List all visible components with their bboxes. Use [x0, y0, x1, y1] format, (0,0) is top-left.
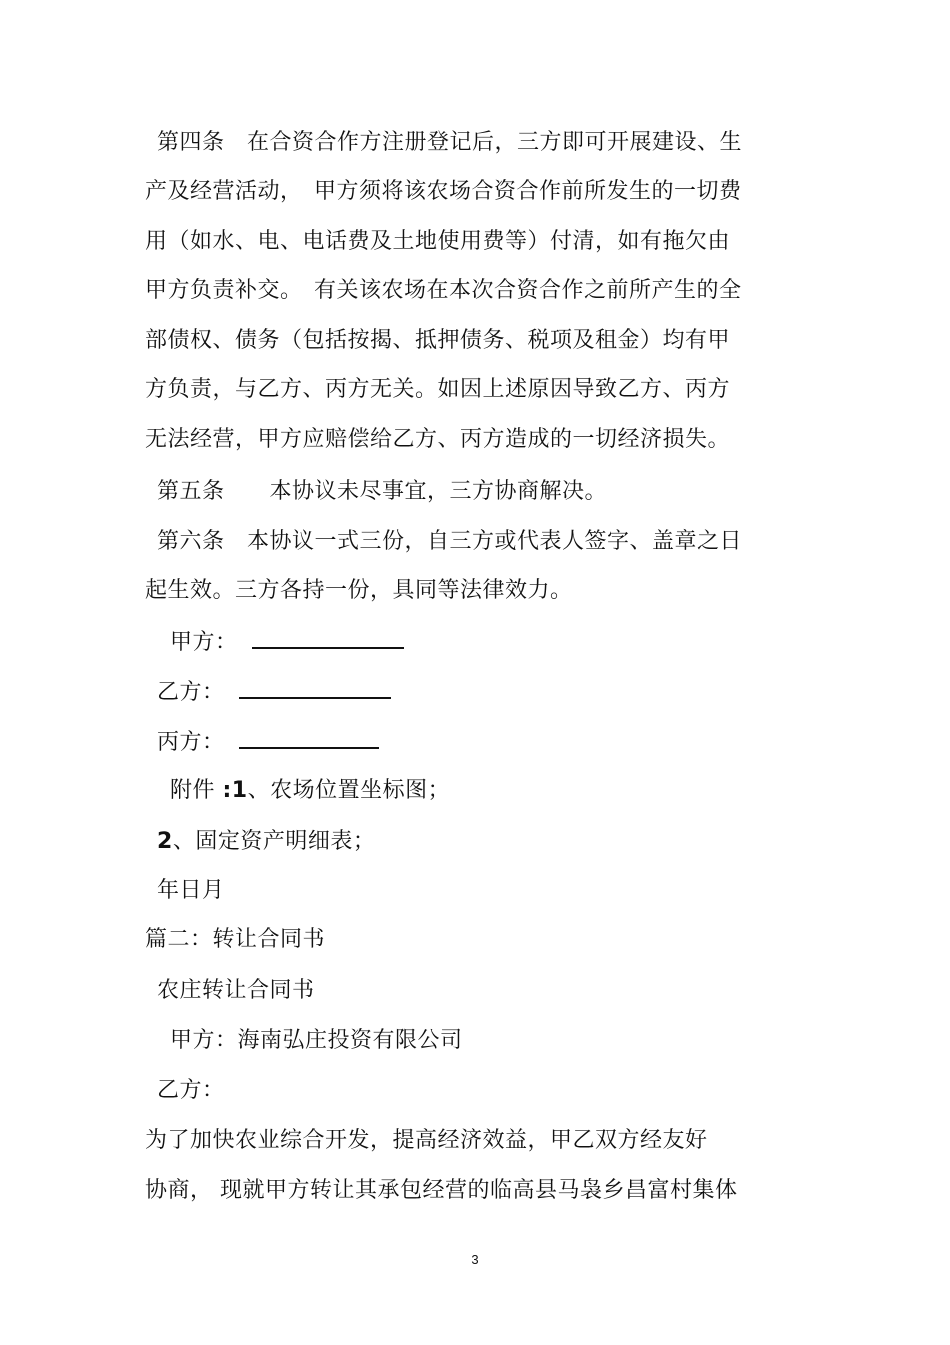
article5: 第五条 本协议未尽事宜，三方协商解决。 [157, 479, 608, 504]
article4-line-1: 第四条 在合资合作方注册登记后，三方即可开展建设、生 [157, 130, 743, 155]
page-number: 3 [471, 1252, 479, 1267]
article4-line-4: 甲方负责补交。 有关该农场在本次合资合作之前所产生的全 [145, 278, 742, 303]
attachment-item2-text: 、固定资产明细表； [172, 829, 376, 854]
date-line: 年日月 [157, 878, 225, 903]
section2-party-b: 乙方： [157, 1078, 225, 1103]
signature-party-c-blank [239, 727, 379, 749]
signature-party-c [157, 727, 379, 758]
article4-line-6: 方负责，与乙方、丙方无关。如因上述原因导致乙方、丙方 [145, 377, 731, 402]
section2-body-line-1: 为了加快农业综合开发，提高经济效益，甲乙双方经友好 [145, 1128, 708, 1153]
article6-line-1: 第六条 本协议一式三份，自三方或代表人签字、盖章之日 [157, 529, 743, 554]
section2-heading: 篇二：转让合同书 [145, 927, 326, 952]
article4-line-2: 产及经营活动， 甲方须将该农场合资合作前所发生的一切费 [145, 179, 742, 204]
attachment-line-2 [157, 827, 375, 857]
attachment-item1-number: :1 [222, 778, 248, 803]
section2-party-a: 甲方：海南弘庄投资有限公司 [170, 1028, 463, 1053]
attachment-item1-text: 、农场位置坐标图； [247, 778, 451, 803]
section2-title: 农庄转让合同书 [157, 978, 315, 1003]
signature-party-a-blank [252, 627, 404, 649]
signature-party-a-label: 甲方： [170, 630, 238, 655]
section2-body-line-2: 协商， 现就甲方转让其承包经营的临高县马袅乡昌富村集体 [145, 1178, 738, 1203]
signature-party-b-label: 乙方： [157, 680, 225, 705]
article4-line-3: 用（如水、电、电话费及土地使用费等）付清，如有拖欠由 [145, 229, 731, 254]
signature-party-b-blank [239, 677, 391, 699]
signature-party-a [170, 627, 404, 658]
article4-line-5: 部债权、债务（包括按揭、抵押债务、税项及租金）均有甲 [145, 328, 731, 353]
signature-party-b [157, 677, 391, 708]
attachment-line-1 [170, 776, 450, 806]
article6-line-2: 起生效。三方各持一份，具同等法律效力。 [145, 578, 573, 603]
attachment-prefix: 附件 [170, 778, 223, 803]
signature-party-c-label: 丙方： [157, 730, 225, 755]
article4-line-7: 无法经营，甲方应赔偿给乙方、丙方造成的一切经济损失。 [145, 427, 731, 452]
attachment-item2-number: 2 [157, 829, 173, 854]
